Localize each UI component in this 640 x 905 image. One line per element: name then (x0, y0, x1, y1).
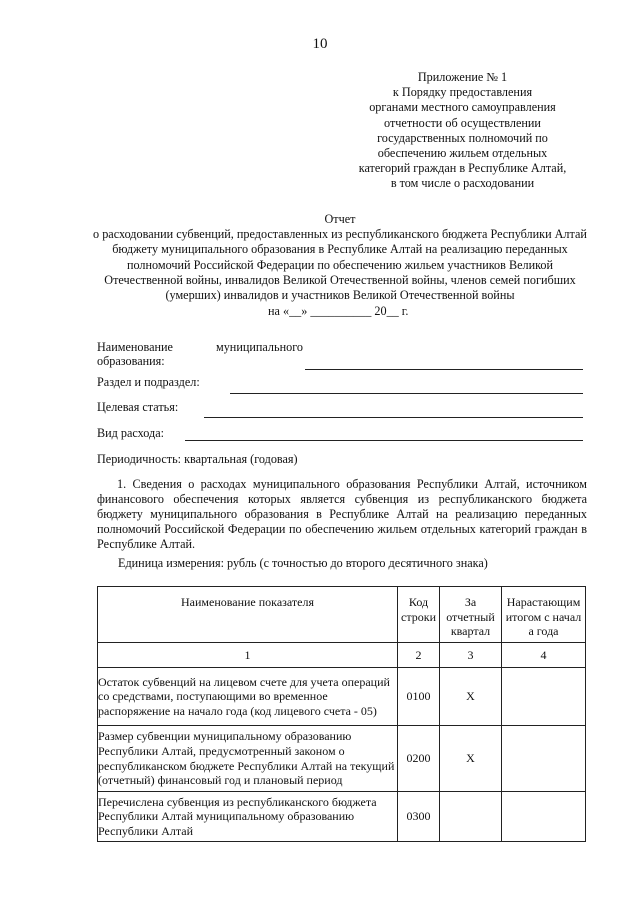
target-underline (204, 417, 583, 418)
col-number: 4 (502, 643, 586, 668)
report-subtitle: о расходовании субвенций, предоставленных из республиканского бюджета Республики Алтай бюджету муниципального образования в Республике Алтай на реализацию переданных полномочий Российской Федерации по обеспечению жильем участников Великой Отечественной войны, инвалидов Великой Отечественной войны, членов семей погибших (умерших) инвалидов и участников Великой Отечественной войны (93, 227, 587, 303)
table-row (98, 792, 586, 842)
row-quarter: X (440, 668, 502, 726)
info-paragraph: 1. Сведения о расходах муниципального образования Республики Алтай, источником финансового обеспечения которых является субвенция из республиканского бюджета бюджету муниципального образования в Республике Алтай на реализацию переданных полномочий Российской Федерации по обеспечению жильем отдельных категорий граждан в Республике Алтай. (97, 477, 587, 552)
table-header-row (98, 587, 586, 643)
name-label-1: Наименование (97, 340, 173, 354)
annex-line: обеспечению жильем отдельных (377, 146, 548, 161)
annex-line: к Порядку предоставления (392, 85, 533, 100)
annex-line: органами местного самоуправления (369, 100, 556, 115)
table-row (98, 726, 586, 792)
row-code: 0200 (398, 726, 440, 792)
row-name: Перечислена субвенция из республиканского бюджета Республики Алтай муниципальному образованию Республики Алтай (98, 792, 398, 842)
annex-line: категорий граждан в Республике Алтай, (358, 161, 567, 176)
report-title: Отчет (324, 212, 356, 226)
header-quarter: За отчетный квартал (440, 587, 502, 643)
header-cumulative: Нарастающим итогом с начала года (502, 587, 586, 643)
report-period: на «__» __________ 20__ г. (268, 304, 409, 318)
col-number: 3 (440, 643, 502, 668)
col-number: 1 (98, 643, 398, 668)
col-number: 2 (398, 643, 440, 668)
periodicity: Периодичность: квартальная (годовая) (97, 452, 298, 466)
annex-line: в том числе о расходовании (390, 176, 535, 191)
target-label: Целевая статья: (97, 400, 179, 414)
row-name: Остаток субвенций на лицевом счете для учета операций со средствами, поступающими во временное распоряжение на начало года (код лицевого счета - 05) (98, 668, 398, 726)
row-code: 0300 (398, 792, 440, 842)
row-cumulative (502, 792, 586, 842)
annex-line: Приложение № 1 (417, 70, 508, 84)
name-label-2: образования: (97, 354, 165, 368)
expense-underline (185, 440, 583, 441)
expense-label: Вид расхода: (97, 426, 165, 440)
row-quarter (440, 792, 502, 842)
header-name: Наименование показателя (98, 587, 398, 643)
header-code: Код строки (398, 587, 440, 643)
name-value: муниципального (216, 340, 303, 354)
row-name: Размер субвенции муниципальному образованию Республики Алтай, предусмотренный законом о республиканском бюджете Республики Алтай на текущий (отчетный) финансовый год и плановый период (98, 726, 398, 792)
annex-block (340, 70, 585, 192)
annex-line: государственных полномочий по (377, 130, 548, 145)
section-label: Раздел и подраздел: (97, 375, 200, 389)
section-underline (230, 393, 583, 394)
name-underline (305, 369, 583, 370)
units-line: Единица измерения: рубль (с точностью до второго десятичного знака) (118, 556, 488, 570)
row-code: 0100 (398, 668, 440, 726)
column-numbers-row (98, 643, 586, 668)
row-quarter: X (440, 726, 502, 792)
row-cumulative (502, 668, 586, 726)
row-cumulative (502, 726, 586, 792)
table-row (98, 668, 586, 726)
page-number: 10 (312, 36, 328, 52)
report-table (97, 586, 586, 842)
annex-line: отчетности об осуществлении (384, 115, 541, 130)
